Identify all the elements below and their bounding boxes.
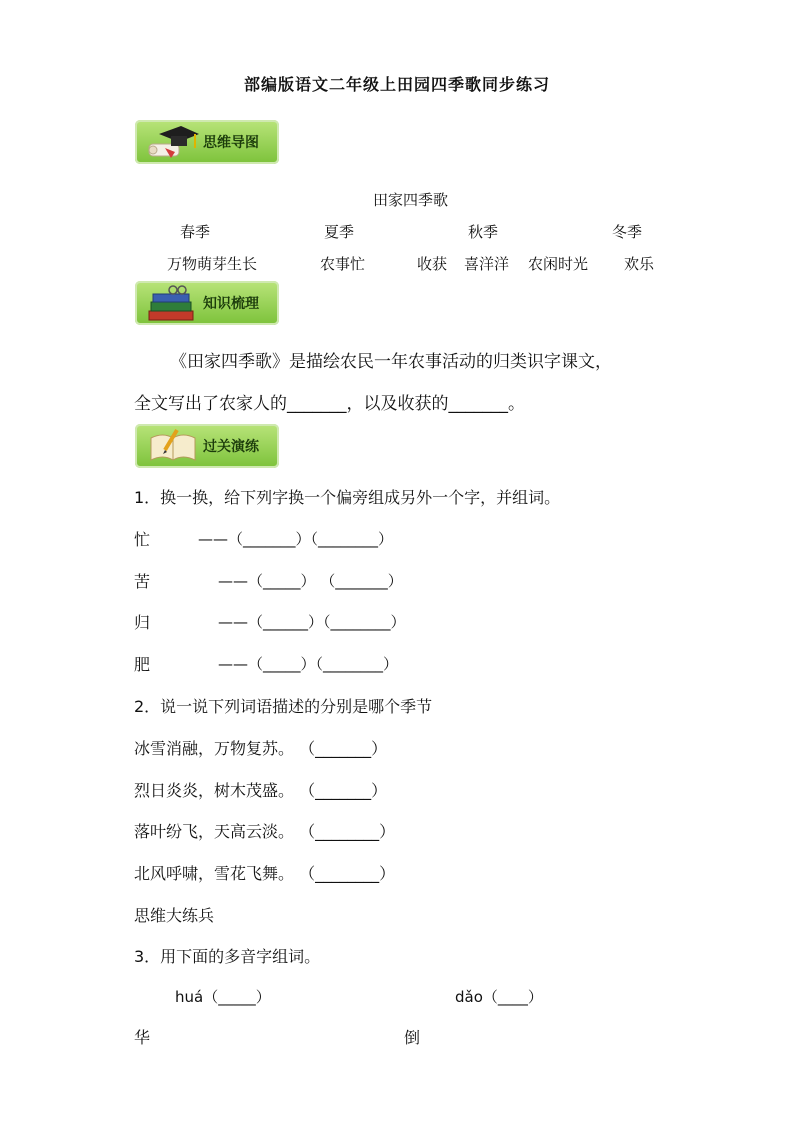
knowledge-line-2: 全文写出了农家人的_______，以及收获的_______。 xyxy=(134,394,525,414)
q1-blanks: ——（_______）（________） xyxy=(198,530,394,548)
q3-char-right: 倒 xyxy=(404,1028,421,1047)
season-winter: 冬季 xyxy=(612,223,643,241)
detail-summer: 农事忙 xyxy=(320,255,366,273)
season-summer: 夏季 xyxy=(324,223,355,241)
q2-row: 烈日炎炎，树木茂盛。 （_______） xyxy=(134,781,388,800)
q1-blanks: ——（_____） （_______） xyxy=(218,572,403,590)
q3-pinyin-left: huá（_____） xyxy=(175,988,271,1006)
knowledge-label: 知识梳理 xyxy=(203,296,259,312)
q3-prompt: 3．用下面的多音字组词。 xyxy=(134,947,321,966)
q2-row: 北风呼啸，雪花飞舞。 （________） xyxy=(134,864,396,883)
q2-row: 冰雪消融，万物复苏。 （_______） xyxy=(134,739,388,758)
season-spring: 春季 xyxy=(180,223,211,241)
season-autumn: 秋季 xyxy=(468,223,499,241)
books-icon xyxy=(143,283,199,323)
knowledge-line-1: 《田家四季歌》是描绘农民一年农事活动的归类识字课文， xyxy=(170,352,612,372)
q2-prompt: 2．说一说下列词语描述的分别是哪个季节 xyxy=(134,697,433,716)
detail-joy: 喜洋洋 xyxy=(464,255,510,273)
detail-happy: 欢乐 xyxy=(624,255,655,273)
detail-harvest: 收获 xyxy=(417,255,448,273)
q1-char: 忙 xyxy=(134,530,151,549)
notebook-pencil-icon xyxy=(143,426,199,466)
graduation-cap-icon xyxy=(143,122,199,162)
page-title: 部编版语文二年级上田园四季歌同步练习 xyxy=(243,75,550,94)
q1-blanks: ——（______）（________） xyxy=(218,613,406,631)
mind-map-label: 思维导图 xyxy=(203,135,259,151)
knowledge-section-badge xyxy=(135,281,279,325)
mind-map-section-badge xyxy=(135,120,279,164)
detail-winter: 农闲时光 xyxy=(528,255,589,273)
extra-heading: 思维大练兵 xyxy=(134,906,215,925)
q1-blanks: ——（_____）（________） xyxy=(218,655,399,673)
q3-pinyin-right: dǎo（____） xyxy=(455,988,543,1006)
practice-section-badge xyxy=(135,424,279,468)
mind-map-center: 田家四季歌 xyxy=(373,191,449,209)
q2-row: 落叶纷飞，天高云淡。 （________） xyxy=(134,822,396,841)
q1-char: 肥 xyxy=(134,655,151,674)
practice-label: 过关演练 xyxy=(203,439,259,455)
q3-char-left: 华 xyxy=(134,1028,151,1047)
q1-char: 归 xyxy=(134,613,151,632)
detail-spring: 万物萌芽生长 xyxy=(167,255,258,273)
q1-prompt: 1．换一换，给下列字换一个偏旁组成另外一个字，并组词。 xyxy=(134,488,561,507)
q1-char: 苦 xyxy=(134,572,151,591)
